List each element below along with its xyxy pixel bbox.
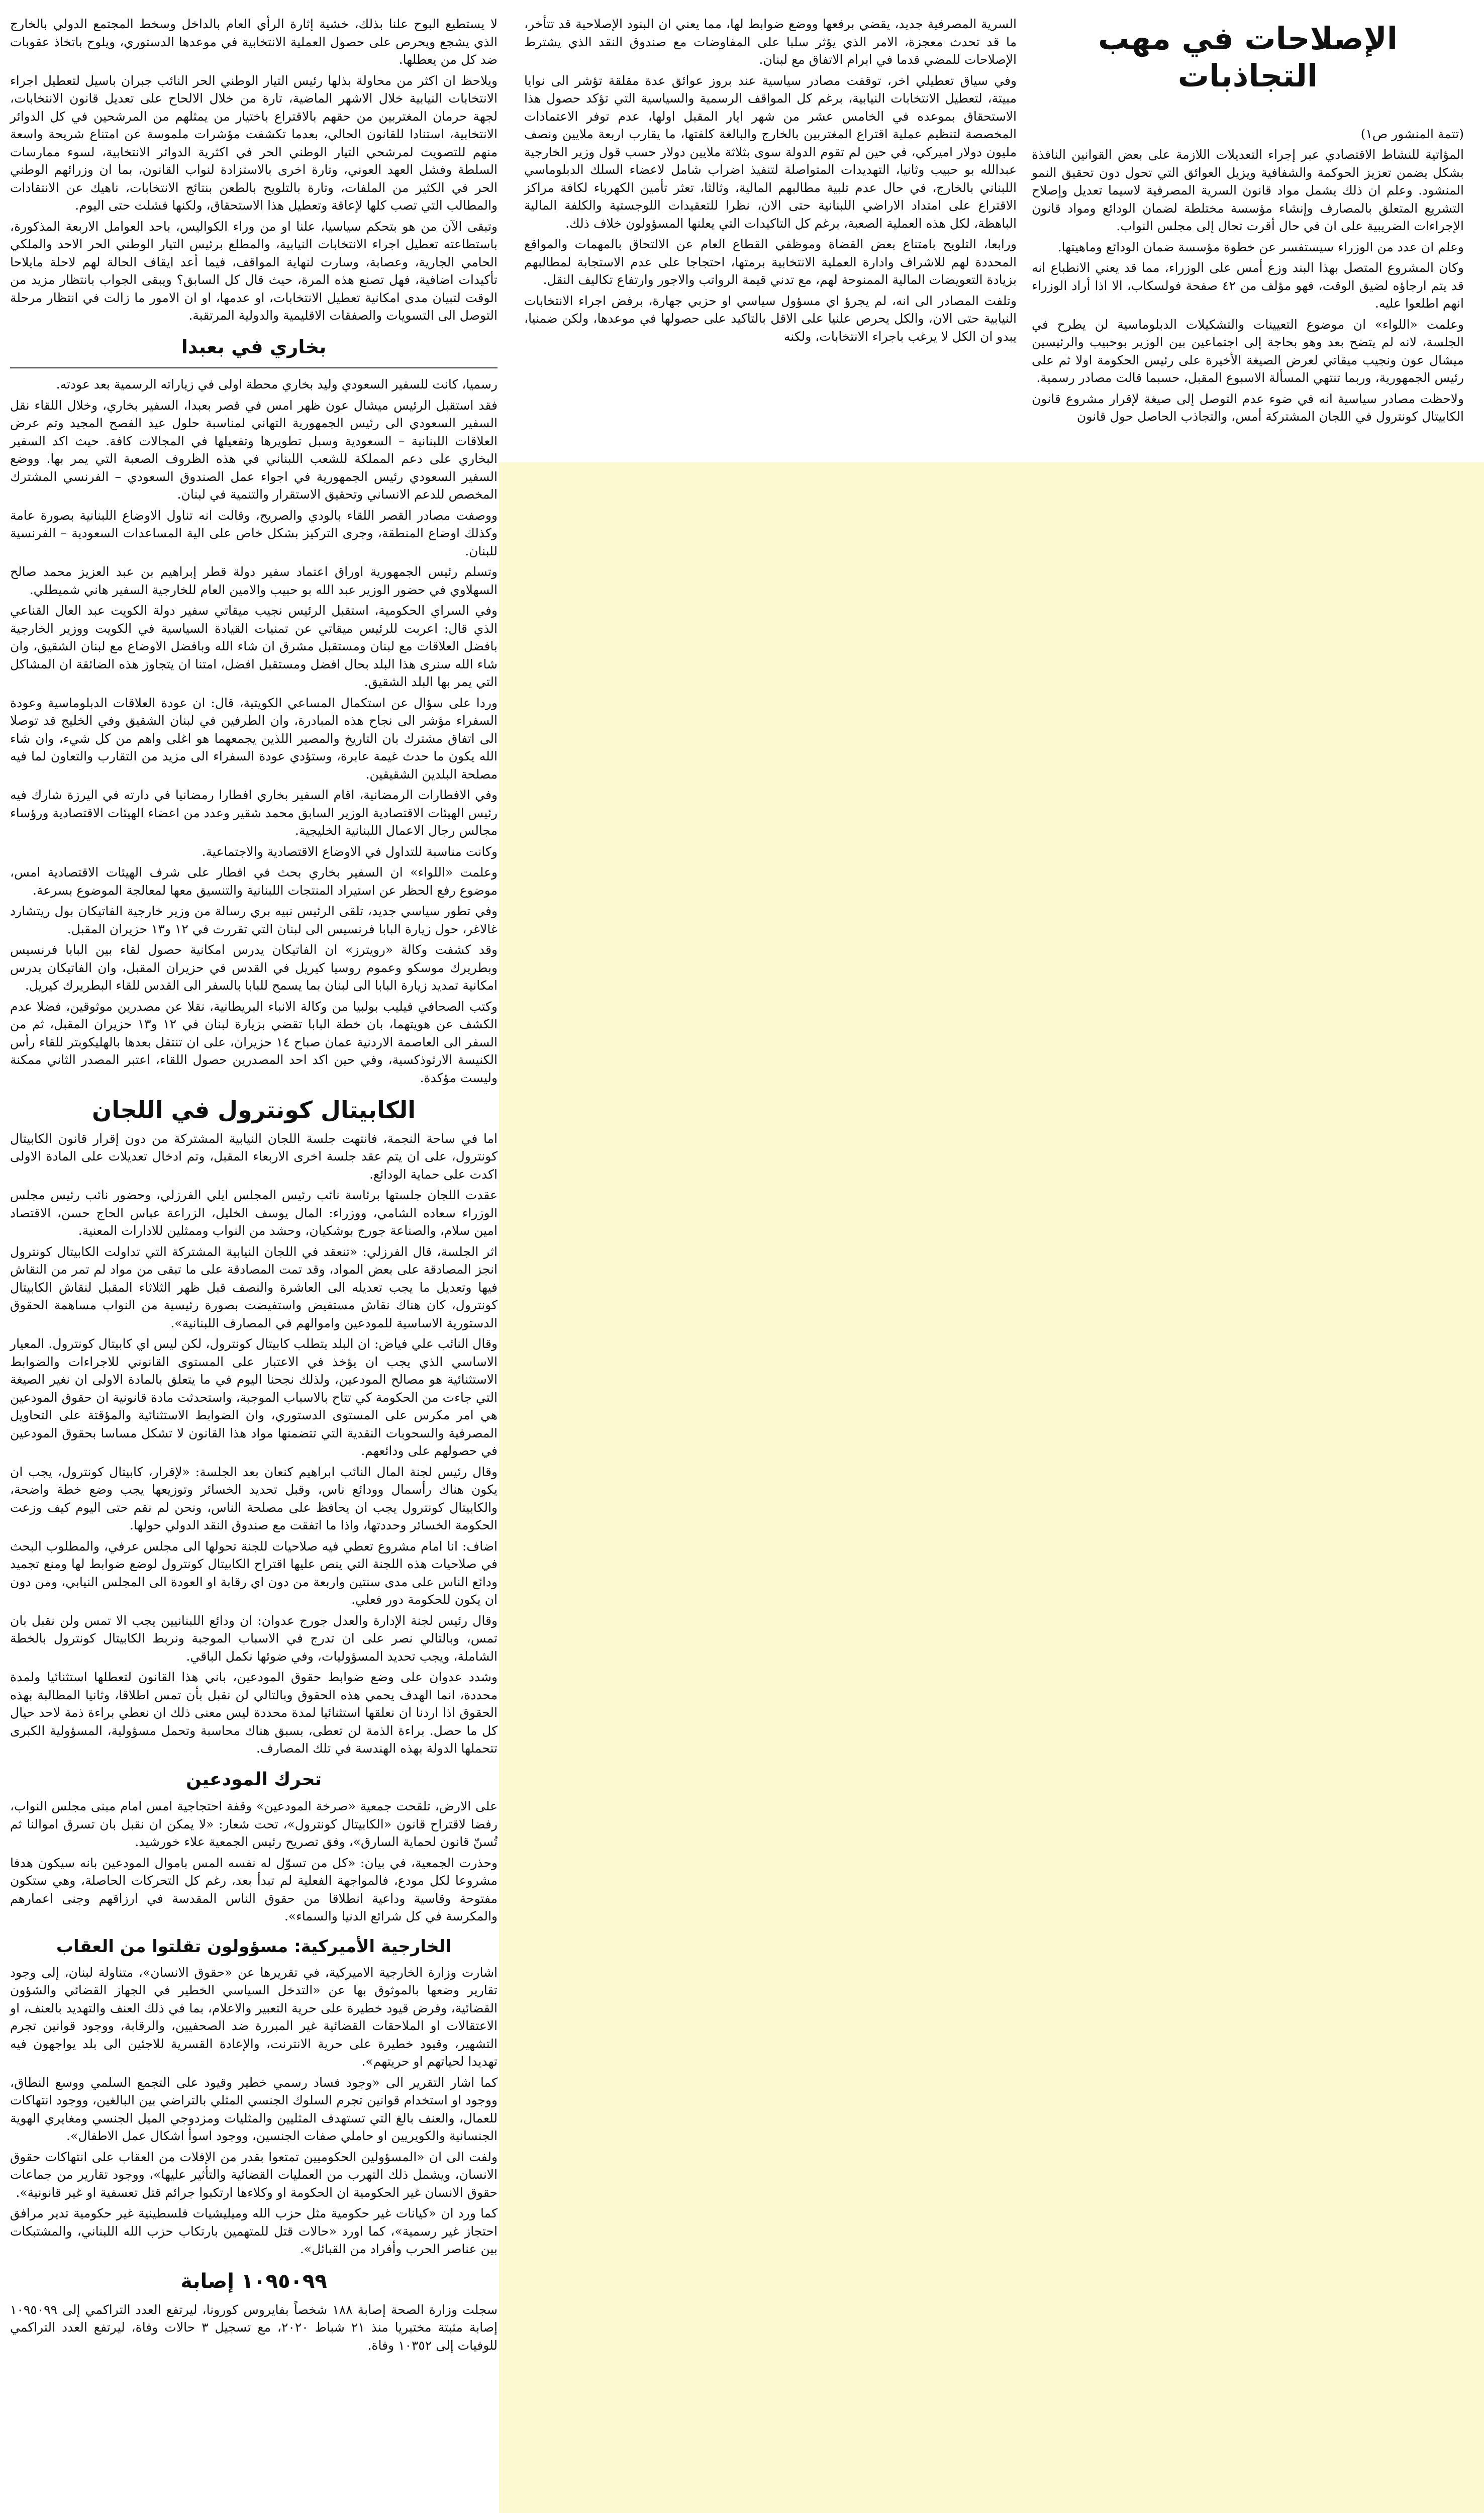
highlight-background <box>499 462 1484 2513</box>
body-paragraph: عقدت اللجان جلستها برئاسة نائب رئيس المجلس ايلي الفرزلي، وحضور نائب رئيس مجلس الوزراء سعاده الشامي، ووزراء: المال يوسف الخليل، الزراعة عباس الحاج حسن، الاقتصاد امين سلام، والصناعة جورج بوشكيان، وحشد من النواب وممثلين للادارات المعنية. <box>10 1188 498 1238</box>
article-headline: الإصلاحات في مهب التجاذبات <box>1098 20 1398 94</box>
body-paragraph: ورابعا، التلويح بامتناع بعض القضاة وموظفي القطاع العام عن الالتحاق بالمهمات والمواقع المحددة لهم للاشراف وادارة العملية الانتخابية برمتها، احتجاجا على عدم الاستجابة لمطالبهم بزيادة التعويضات المالية الممنوحة لهم، مع تدني قيمة الرواتب والاجور وارتفاع تكاليف النقل. <box>524 237 1017 287</box>
intro-paragraph: (تتمة المنشور ص١) <box>1360 126 1464 141</box>
body-paragraph: وتسلم رئيس الجمهورية اوراق اعتماد سفير دولة قطر إبراهيم بن عبد العزيز محمد صالح السهلاوي في حضور الوزير عبد الله بو حبيب والامين العام للخارجية السفير هاني شميطلي. <box>10 564 498 597</box>
intro-paragraph: وعلم ان عدد من الوزراء سيستفسر عن خطوة مؤسسة ضمان الودائع وماهيتها. <box>1057 239 1464 254</box>
body-paragraph: وردا على سؤال عن استكمال المساعي الكويتية، قال: ان عودة العلاقات الدبلوماسية وعودة السفراء مؤشر الى نجاح هذه المبادرة، وان الطرفين في لبنان الشقيق وفي الخليج قد توصلا الى اتفاق مشترك بان التاريخ والمصير اللذين يجمعهما هو اغلى واهم من كل شيء، وان شاء الله يكون ما حدث غيمة عابرة، وستؤدي عودة السفراء الى مزيد من التقارب والتعاون لما فيه مصلحة البلدين الشقيقين. <box>10 695 498 782</box>
right-column <box>1032 15 1464 429</box>
body-paragraph: اما في ساحة النجمة، فانتهت جلسة اللجان النيابية المشتركة من دون إقرار قانون الكابيتال كونترول، على ان يتم عقد جلسة اخرى الاربعاء المقبل، وتم ادخال تعديلات على المادة الاولى اكدت على حماية الودائع. <box>10 1131 498 1182</box>
body-paragraph: ووصفت مصادر القصر اللقاء بالودي والصريح، وقالت انه تناول الاوضاع اللبنانية بصورة عامة وكذلك اوضاع المنطقة، وجرى التركيز بشكل خاص على الية المساعدات السعودية – الفرنسية للبنان. <box>10 508 498 558</box>
subheading-capital-control: الكابيتال كونترول في اللجان <box>91 1096 416 1124</box>
body-paragraph: فقد استقبل الرئيس ميشال عون ظهر امس في قصر بعبدا، السفير بخاري، وخلال اللقاء نقل السفير السعودي الى رئيس الجمهورية التهاني لمناسبة حلول عيد الفصح المجيد وتم عرض العلاقات اللبنانية – السعودية وسبل تطويرها وتفعيلها في المجالات كافة. حيث اكد السفير البخاري على دعم المملكة للشعب اللبناني في هذه الظروف الصعبة التي يمر بها. ووضع السفير السعودي رئيس الجمهورية في اجواء عمل الصندوق السعودي – الفرنسي المشترك المخصص للدعم الانساني وتحقيق الاستقرار والتنمية في لبنان. <box>10 398 498 502</box>
intro-text <box>1032 125 1464 426</box>
body-paragraph: السرية المصرفية جديد، يقضي برفعها ووضع ضوابط لها، مما يعني ان البنود الإصلاحية قد تتأخر، ما قد تحدث معجزة، الامر الذي يؤثر سلبا على المفاوضات مع صندوق النقد الذي يشترط الإصلاحات للمضي قدما في ابرام الاتفاق مع لبنان. <box>524 17 1017 67</box>
body-paragraph: اضاف: انا امام مشروع تعطي فيه صلاحيات للجنة تحولها الى مجلس عرفي، والمطلوب البحث في صلاحيات هذه اللجنة التي ينص عليها اقتراح الكابيتال كونترول لوضع ضوابط لها ومنع تجميد ودائع الناس على مدى سنتين واربعة من دون اي رقابة او العودة الى المجلس النيابي، ومن دون ان يكون للحكومة دور فعلي. <box>10 1538 498 1607</box>
body-paragraph: ولفت الى ان «المسؤولين الحكوميين تمتعوا بقدر من الإفلات من العقاب على انتهاكات حقوق الانسان، ويشمل ذلك التهرب من العمليات القضائية والتأثير عليها»، ووجود تقارير من جماعات حقوق الانسان غير الحكومية ان الحكومة او وكلاءها ارتكبوا جرائم قتل تعسفية او غير قانونية». <box>10 2149 498 2200</box>
intro-paragraph: المؤاتية للنشاط الاقتصادي عبر إجراء التعديلات اللازمة على بعض القوانين النافذة بشكل يضمن تعزيز الحوكمة والشفافية ويزيل العوائق التي تحول دون تحقيق النمو المنشود. وعلم ان ذلك يشمل مواد قانون السرية المصرفية لاسيما تعديل وإصلاح التشريع المتعلق بالمصارف وإنشاء مؤسسة مختلطة لضمان الودائع ومواد قانون الإجراءات الضريبية على ان في حال أقرت تحال إلى مجلس النواب. <box>1032 147 1464 234</box>
subheading-bukhari: بخاري في بعبدا <box>181 335 327 358</box>
body-paragraph: رسميا، كانت للسفير السعودي وليد بخاري محطة اولى في زياراته الرسمية بعد عودته. <box>56 377 498 392</box>
intro-paragraph: ولاحظت مصادر سياسية انه في ضوء عدم التوصل إلى صيغة لإقرار مشروع قانون الكابيتال كونترول في اللجان المشتركة أمس، والتجاذب الحاصل حول قانون <box>1032 391 1464 424</box>
intro-paragraph: وعلمت «اللواء» ان موضوع التعيينات والتشكيلات الدبلوماسية لن يطرح في الجلسة، لانه لم يتضح بعد وهو بحاجة إلى اجتماعين بين الوزير بوحبيب والرئيسين ميشال عون ونجيب ميقاتي لعرض الصيغة الأخيرة على رئيس الحكومة اولا ثم على رئيس الجمهورية، وربما تنتهي المسألة الاسبوع المقبل، حسبما قالت مصادر رسمية. <box>1032 317 1464 385</box>
body-paragraph: وقد كشفت وكالة «رويترز» ان الفاتيكان يدرس امكانية حصول لقاء بين البابا فرنسيس وبطريرك موسكو وعموم روسيا كيريل في القدس في حزيران المقبل، وان الفاتيكان يدرس امكانية تمديد زيارة البابا الى لبنان بما يسمح للبابا بالسفر الى القدس للقاء البطريرك كيريل. <box>10 942 498 993</box>
body-paragraph: وفي السراي الحكومية، استقبل الرئيس نجيب ميقاتي سفير دولة الكويت عبد العال القناعي الذي قال: اعربت للرئيس ميقاتي عن تمنيات القيادة السياسية في الكويت ووزير الخارجية بافضل العلاقات مع لبنان ومستقبل مشرق ان شاء الله وبافضل الاوضاع مع لبنان الشقيق، وان شاء الله سنرى هذا البلد بحال افضل ومستقبل افضل، امتنا ان يتجاوز هذه الضائقة ان المشاكل التي يمر بها البلد الشقيق. <box>10 603 498 690</box>
body-paragraph: وكتب الصحافي فيليب بولبيا من وكالة الانباء البريطانية، نقلا عن مصدرين موثوقين، فضلا عدم الكشف عن هويتهما، بان خطة البابا تقضي بزيارة لبنان في ١٢ و١٣ حزيران المقبل، ثم من السفر الى العاصمة الاردنية عمان صباح ١٤ حزيران، على ان تنتقل بعدها بالهليكوبتر للقاء رأس الكنيسة الارثوذكسية، وفي حين اكد احد المصدرين حصول اللقاء، اعتبر المصدر الثاني ممكنة وليست مؤكدة. <box>10 999 498 1085</box>
body-paragraph: وقال رئيس لجنة المال النائب ابراهيم كنعان بعد الجلسة: «لإقرار، كابيتال كونترول، يجب ان يكون هناك رأسمال وودائع ناس، وقبل تحديد الخسائر وتوزيعها يجب وضع خطة واضحة، والكابيتال كونترول يجب ان يحافظ على مصلحة الناس، ونحن لم نقم حتى اليوم كيف وزعت الحكومة الخسائر وحددتها، واذا ما اتفقت مع صندوق النقد الدولي حولها. <box>10 1464 498 1533</box>
body-paragraph: كما اشار التقرير الى «وجود فساد رسمي خطير وقيود على التجمع السلمي ووسع النطاق، ووجود او استخدام قوانين تجرم السلوك الجنسي المثلي بالتراضي بين البالغين، ووجود انتهاكات للعمال، والعنف بالغ التي تستهدف المثليين والمثليات ومزدوجي الميل الجنسي ومغايري الهوية الجنسانية والكويريين او حاملي صفات الجنسين، ووجود اسوأ اشكال عمل الاطفال». <box>10 2075 498 2144</box>
body-paragraph: وقال رئيس لجنة الإدارة والعدل جورج عدوان: ان ودائع اللبنانيين يجب الا تمس ولن نقبل بان تمس، وبالتالي نصر على ان تدرج في الاسباب الموجبة ونربط الكابيتال كونترول بالخطة الشاملة، ويجب تحديد المسؤوليات، وفي ضوئها نكمل الباقي. <box>10 1613 498 1664</box>
middle-column <box>524 15 1017 348</box>
body-paragraph: على الارض، تلقحت جمعية «صرخة المودعين» وقفة احتجاجية امس امام مبنى مجلس النواب، رفضا لاقتراح قانون «الكابيتال كونترول»، تحت شعار: «لا يمكن ان نقبل بان تسرق اموالنا ثم تُسنّ قانون لحماية السارق»، وفق تصريح رئيس الجمعية علاء خورشيد. <box>10 1799 498 1850</box>
subheading-covid-cases: ١٠٩٥٠٩٩ إصابة <box>180 2269 327 2293</box>
body-paragraph: وتلفت المصادر الى انه، لم يجرؤ اي مسؤول سياسي او حزبي جهارة، برفض اجراء الانتخابات النيابية حتى الان، والكل يحرص علنيا على الاقل بالتاكيد على حصولها في موعدها، ولكن ضمنيا، يبدو ان الكل لا يرغب باجراء الانتخابات، ولكنه <box>524 293 1017 344</box>
body-paragraph: وحذرت الجمعية، في بيان: «كل من تسوّل له نفسه المس باموال المودعين بانه سيكون هدفا مشروعا لكل مودع، فالمواجهة الفعلية لم تبدأ بعد، رغم كل التحركات الحاصلة، وهي ستكون مفتوحة وقاسية وداعية انطلاقا من حقوق الناس المقدسة في ارزاقهم وجنى اعمارهم والمكرسة في كل شرائع الدنيا والسماء». <box>10 1855 498 1924</box>
body-paragraph: كما ورد ان «كيانات غير حكومية مثل حزب الله وميليشيات فلسطينية غير حكومية تدير مرافق احتجاز غير رسمية»، كما اورد «حالات قتل للمتهمين بارتكاب حزب الله اللبناني، والمشتبكات بين عناصر الحرب وأفراد من القبائل». <box>10 2206 498 2257</box>
intro-paragraph: وكان المشروع المتصل بهذا البند وزع أمس على الوزراء، مما قد يعني الانطباع انه قد يتم ارجاؤه لضيق الوقت، فهو مؤلف من ٤٢ صفحة فولسكاب، الا اذا أراد الوزراء انهم اطلعوا عليه. <box>1032 260 1464 311</box>
body-paragraph: وفي الافطارات الرمضانية، اقام السفير بخاري افطارا رمضانيا في دارته في اليرزة شارك فيه رئيس الهيئات الاقتصادية الوزير السابق محمد شقير وعدد من اعضاء الهيئات الاقتصادية ورؤساء مجالس رجال الاعمال اللبنانية الخليجية. <box>10 788 498 838</box>
body-paragraph: لا يستطيع البوح علنا بذلك، خشية إثارة الرأي العام بالداخل وسخط المجتمع الدولي بالخارج الذي يشجع ويحرص على حصول العملية الانتخابية في موعدها الدستوري، ويلوح باتخاذ عقوبات ضد كل من يعطلها. <box>10 17 498 67</box>
body-paragraph: وفي تطور سياسي جديد، تلقى الرئيس نبيه بري رسالة من وزير خارجية الفاتيكان بول ريتشارد غالاغر، حول زيارة البابا فرنسيس الى لبنان التي تقررت في ١٢ و١٣ حزيران المقبل. <box>10 904 498 936</box>
subheading-us-state-dept: الخارجية الأميركية: مسؤولون تقلتوا من العقاب <box>56 1936 452 1957</box>
divider <box>10 367 498 368</box>
body-paragraph: وفي سياق تعطيلي اخر، توقفت مصادر سياسية عند بروز عوائق عدة مقلقة تؤشر الى نوايا مبيتة، لتعطيل الانتخابات النيابية، برغم كل المواقف الرسمية والسياسية التي تؤكد حصول هذا الاستحقاق بموعده في الخامس عشر من شهر ايار المقبل اولها، عدم توفر الاعتمادات المخصصة لتنظيم عملية اقتراع المغتربين بالخارج والبالغة كلفتها، ما يقارب اربعة ملايين ونصف مليون دولار اميركي، في حين لم تقوم الدولة سوى بثلاثة ملايين دولار حسب قول وزير الخارجية عبدالله بو حبيب وثانيا، التهديدات المتواصلة لتنفيذ اضراب شامل لاعضاء السلك الدبلوماسي اللبناني بالخارج، في حال عدم تلبية مطالبهم المالية، وثالثا، تعثر تأمين الكهرباء لكافة مراكز الاقتراع على امتداد الاراضي اللبنانية حتى الان، نظرا للتعقيدات اللوجستية والكلفة المالية الباهظة، لكل هذه العملية الصعبة، برغم كل التاكيدات التي يعلنها المسؤولون خلاف ذلك. <box>524 73 1017 231</box>
body-paragraph: سجلت وزارة الصحة إصابة ١٨٨ شخصاً بفايروس كورونا، ليرتفع العدد التراكمي إلى ١٠٩٥٠٩٩ إصابة مثبتة مختبريا منذ ٢١ شباط ٢٠٢٠، مع تسجيل ٣ حالات وفاة، ليرتفع العدد التراكمي للوفيات إلى ١٠٣٥٢ وفاة. <box>10 2302 498 2353</box>
body-paragraph: اثر الجلسة، قال الفرزلي: «تنعقد في اللجان النيابية المشتركة التي تداولت الكابيتال كونترول انجز المصادقة على بعض المواد، وقد تمت المصادقة على ما تبقى من مواد لم تمر من النقاش فيها وتعديل ما يجب تعديله الى العاشرة والنصف قبل ظهر الثلاثاء المقبل لنقاش الكابيتال كونترول، كان هناك نقاش مستفيض واستفيضت بصورة رئيسية من النواب مساهمة الحقوق الدستورية الاساسية للمودعين واموالهم في المصارف اللبنانية». <box>10 1244 498 1330</box>
body-paragraph: وشدد عدوان على وضع ضوابط حقوق المودعين، باني هذا القانون لتعطلها استثنائيا ولمدة محددة، انما الهدف يحمي هذه الحقوق وبالتالي لن نقبل بأن تمس اطلاقا، وثانيا المطالبة بهذه الحقوق اذا اردنا ان نعلقها استثنائيا لمدة محددة ليس معنى ذلك ان نعطي براءة ذمة لاحد حيال كل ما حصل. براءة الذمة لن تعطى، بسبق هناك محاسبة وتحمل مسؤولية، المسؤولية الكبرى تتحملها الدولة بهذه الهندسة في تلك المصارف. <box>10 1670 498 1756</box>
body-paragraph: ويلاحظ ان اكثر من محاولة بذلها رئيس التيار الوطني الحر النائب جبران باسيل لتعطيل اجراء الانتخابات النيابية خلال الاشهر الماضية، تارة من خلال الالحاح على تعديل قانون الانتخابات، لجهة حرمان المغتربين من حقهم بالاقتراع باختيار من يمثلهم من المرشحين في كل الدوائر الانتخابية، استنادا للقانون الحالي، بعدما تكشفت مؤشرات ملموسة عن امتناع شريحة واسعة منهم للتصويت لمرشحي التيار الوطني الحر في اكثرية الدوائر الانتخابية، لسوء ممارسات السلطة وفشل العهد العوني، وتارة اخرى بالاستزادة لنواب القانون، بما ان وزرائهم الوطني الحر في الكثير من الملفات، وتارة بالتلويح بالطعن بنتائج الانتخابات، ناهيك عن الانتقادات والمطالب التي تصب كلها لإعاقة وتعطيل هذا الاستحقاق، ولكنها فشلت حتى اليوم. <box>10 73 498 213</box>
body-paragraph: وقال النائب علي فياض: ان البلد يتطلب كابيتال كونترول، لكن ليس اي كابيتال كونترول. المعيار الاساسي الذي يجب ان يؤخذ في الاعتبار على المستوى القانوني للاجراءات والضوابط الاستثنائية هو مصالح المودعين، ولذلك نجحنا اليوم في ما يتعلق بالمادة الاولى ان نغير الصيغة التي جاءت من الحكومة كي تتاح بالاسباب الموجبة، واستحدثت مادة قانونية ان حقوق المودعين هي امر مكرس على المستوى الدستوري، وان الضوابط الاستثنائية والمؤقتة على التحاويل المصرفية والسحوبات النقدية التي تتضمنها مواد هذا القانون لا تشكل مساسا بحقوق المودعين في حصولهم على ودائعهم. <box>10 1336 498 1459</box>
subheading-depositors: تحرك المودعين <box>185 1769 322 1790</box>
body-paragraph: وتبقى الآن من هو بتحكم سياسيا، علنا او من وراء الكواليس، باحد العوامل الاربعة المذكورة، باستطاعته تعطيل اجراء الانتخابات النيابية، والمطلع برئيس التيار الوطني الحر الاحد والملكي الحامي الجارية، وعصابة، وسارت لنهاية المواقف، فيما أعد ايقاف الحالة لهم لاحلة مايلاحا تأكيدات اضافية، فهل تصنع هذه المرة، حيث قال كل السابق؟ ويبقى الجواب بانتظار مزيد من الوقت لتبيان مدى امكانية تعطيل الانتخابات، او عدمها، او ان الامور ما زالت في انتظار مرحلة التوصل الى التسويات والصفقات الاقليمية والدولية المرتقبة. <box>10 219 498 323</box>
body-paragraph: وكانت مناسبة للتداول في الاوضاع الاقتصادية والاجتماعية. <box>202 844 498 859</box>
left-column <box>10 15 498 2357</box>
body-paragraph: وعلمت «اللواء» ان السفير بخاري بحث في افطار على شرف الهيئات الاقتصادية امس، موضوع رفع الحظر عن استيراد المنتجات اللبنانية والتنسيق معها لمعالجة الموضوع بسرعة. <box>10 865 498 898</box>
body-paragraph: اشارت وزارة الخارجية الاميركية، في تقريرها عن «حقوق الانسان»، متناولة لبنان، إلى وجود تقارير وضعها بالموثوق بها عن «التدخل السياسي الخطير في الجهاز القضائي والشؤون القضائية، وفرض قيود خطيرة على حرية التعبير والاعلام، بما في ذلك العنف والتهديد بالعنف، او الاعتقالات او الملاحقات القضائية غير المبررة ضد الصحفيين، والرقابة، ووجود قوانين تجرم التشهير، وقيود خطيرة على حرية الانترنت، والإعادة القسرية للاجئين الى بلد يواجهون فيه تهديدا لحياتهم او حريتهم». <box>10 1965 498 2069</box>
